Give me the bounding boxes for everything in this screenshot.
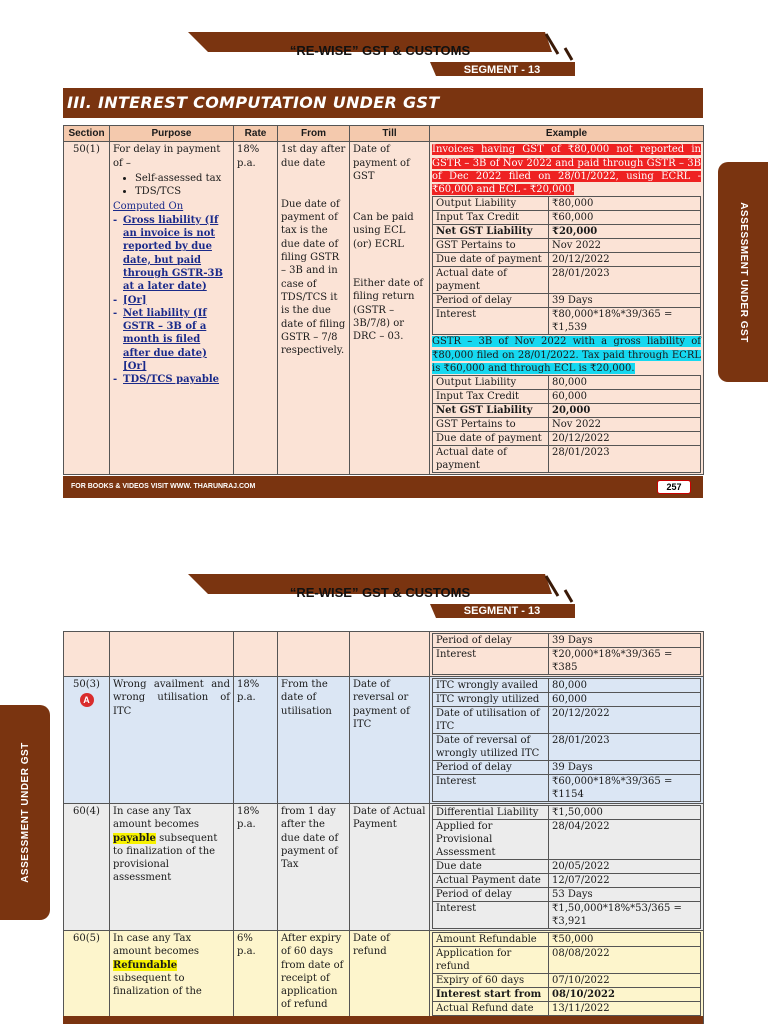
book-title: “RE-WISE” GST & CUSTOMS <box>289 43 471 58</box>
example-label: Actual Refund date <box>433 1002 549 1016</box>
example-label: Interest <box>433 902 549 929</box>
col-example: Example <box>430 126 704 142</box>
example-label: Actual date of payment <box>433 446 549 473</box>
example-row <box>433 988 701 1002</box>
till-text-1: Date of payment of GST <box>353 144 410 182</box>
example-label: Due date of payment <box>433 432 549 446</box>
example-label: Net GST Liability <box>433 225 549 239</box>
example-value: 12/07/2022 <box>549 874 701 888</box>
example-label: Amount Refundable <box>433 933 549 947</box>
example-label: Output Liability <box>433 376 549 390</box>
till-cell: Date of reversal or payment of ITC <box>350 677 430 804</box>
till-cell: Date of refund <box>350 931 430 1024</box>
example-value: 60,000 <box>549 693 701 707</box>
section-cell: 60(4) <box>64 804 110 931</box>
example-value: ₹60,000*18%*39/365 = ₹1154 <box>549 775 701 802</box>
example-label: Due date of payment <box>433 253 549 267</box>
example-label: Period of delay <box>433 294 549 308</box>
example-label: Interest <box>433 648 549 675</box>
example-row <box>433 860 701 874</box>
or-label: [Or] <box>123 361 147 373</box>
example-row <box>433 404 701 418</box>
example-value: 20,000 <box>549 404 701 418</box>
table-header-row <box>64 126 704 142</box>
section-cell: 60(5) <box>64 931 110 1024</box>
example-value: ₹80,000*18%*39/365 = ₹1,539 <box>549 308 701 335</box>
example-label: Due date <box>433 860 549 874</box>
example-continued-table <box>432 633 701 675</box>
section-cell <box>64 632 110 677</box>
computed-on-label: Computed On <box>113 201 184 213</box>
example-row <box>433 933 701 947</box>
example-1-table <box>432 196 701 335</box>
section-cell <box>64 677 110 804</box>
rate-cell: 18% p.a. <box>234 142 278 475</box>
purpose-cell: Wrong availment and wrong utilisation of ITC <box>110 677 234 804</box>
example-label: Actual date of payment <box>433 267 549 294</box>
example-label: Applied for Provisional Assessment <box>433 820 549 860</box>
example-value: 39 Days <box>549 761 701 775</box>
side-tab-left <box>0 705 50 920</box>
example-row <box>433 211 701 225</box>
example-label: Period of delay <box>433 761 549 775</box>
example-row <box>433 679 701 693</box>
example-table <box>432 678 701 802</box>
side-tab-label: ASSESSMENT UNDER GST <box>19 742 31 883</box>
example-label: Differential Liability <box>433 806 549 820</box>
side-tab-label: ASSESSMENT UNDER GST <box>737 201 749 343</box>
example-value: 80,000 <box>549 679 701 693</box>
col-till: Till <box>350 126 430 142</box>
example-row <box>433 267 701 294</box>
rate-cell: 6% p.a. <box>234 931 278 1024</box>
example-value: 39 Days <box>549 294 701 308</box>
example-row <box>433 225 701 239</box>
from-cell <box>278 142 350 475</box>
table-row-50-1 <box>64 142 704 475</box>
example-label: ITC wrongly availed <box>433 679 549 693</box>
example-label: Application for refund <box>433 947 549 974</box>
example-row <box>433 239 701 253</box>
example-value: Nov 2022 <box>549 418 701 432</box>
example-label: Date of reversal of wrongly utilized ITC <box>433 734 549 761</box>
page-footer <box>63 476 703 498</box>
example-label: Period of delay <box>433 634 549 648</box>
example-1-intro <box>432 143 701 196</box>
example-row <box>433 806 701 820</box>
example-row <box>433 253 701 267</box>
example-value: 08/10/2022 <box>549 988 701 1002</box>
purpose-highlight: Refundable <box>113 959 178 971</box>
example-label: Input Tax Credit <box>433 211 549 225</box>
example-label: Period of delay <box>433 888 549 902</box>
example-value: 13/11/2022 <box>549 1002 701 1016</box>
example-table <box>432 932 701 1024</box>
example-row <box>433 197 701 211</box>
example-value: ₹20,000*18%*39/365 = ₹385 <box>549 648 701 675</box>
example-1-text: Invoices having GST of ₹80,000 not reported in GSTR – 3B of Nov 2022 and paid through GSTR – 3B of Dec 2022 filed on 28/01/2022, using ECRL - ₹60,000 and ECL - ₹20,000. <box>432 144 701 196</box>
table-row-60-5 <box>64 931 704 1024</box>
example-cell <box>430 804 704 931</box>
example-label: GST Pertains to <box>433 418 549 432</box>
purpose-text-a: In case any Tax amount becomes <box>113 806 200 831</box>
side-tab-right <box>718 162 768 382</box>
section-number: 50(3) <box>73 679 100 690</box>
example-row <box>433 707 701 734</box>
from-text-2: Due date of payment of tax is the due date of filing GSTR – 3B and in case of TDS/TCS it is the due date of filing GSTR – 7/8 respectively. <box>281 198 346 357</box>
example-value: ₹80,000 <box>549 197 701 211</box>
purpose-text-b: subsequent to finalization of the provisional assessment <box>113 832 218 884</box>
example-row <box>433 634 701 648</box>
example-row <box>433 761 701 775</box>
purpose-intro: For delay in payment of – <box>113 144 221 169</box>
section-cell: 50(1) <box>64 142 110 475</box>
book-title: “RE-WISE” GST & CUSTOMS <box>289 585 471 600</box>
purpose-cell <box>110 804 234 931</box>
purpose-list <box>113 172 230 199</box>
till-text-3: Either date of filing return (GSTR – 3B/7/8) or DRC – 03. <box>353 278 424 343</box>
example-value: 39 Days <box>549 634 701 648</box>
example-2-intro <box>432 335 701 375</box>
col-from: From <box>278 126 350 142</box>
example-cell <box>430 677 704 804</box>
example-value: 07/10/2022 <box>549 974 701 988</box>
col-rate: Rate <box>234 126 278 142</box>
example-row <box>433 418 701 432</box>
example-value: ₹1,50,000 <box>549 806 701 820</box>
list-item: • Self-assessed tax <box>135 172 230 185</box>
from-cell: From the date of utilisation <box>278 677 350 804</box>
example-value: 53 Days <box>549 888 701 902</box>
segment-label: SEGMENT - 13 <box>463 605 541 617</box>
example-cell <box>430 142 704 475</box>
or-label <box>113 294 230 307</box>
example-value: 20/12/2022 <box>549 432 701 446</box>
page-number: 257 <box>657 480 691 494</box>
example-row <box>433 820 701 860</box>
purpose-cell <box>110 632 234 677</box>
example-value: 28/01/2023 <box>549 446 701 473</box>
till-cell <box>350 142 430 475</box>
from-cell: from 1 day after the due date of payment of Tax <box>278 804 350 931</box>
footer-link-text[interactable]: FOR BOOKS & VIDEOS VISIT WWW. THARUNRAJ.COM <box>71 483 256 490</box>
section-title: III. INTEREST COMPUTATION UNDER GST <box>63 88 703 118</box>
example-value: 28/01/2023 <box>549 267 701 294</box>
badge-icon: A <box>80 693 94 707</box>
table-row-continued <box>64 632 704 677</box>
col-purpose: Purpose <box>110 126 234 142</box>
example-row <box>433 390 701 404</box>
gross-liability: - Gross liability (If an invoice is not reported by due date, but paid through GSTR-3B at a later date) <box>113 214 230 294</box>
example-label: Actual Payment date <box>433 874 549 888</box>
from-cell: After expiry of 60 days from date of receipt of application of refund <box>278 931 350 1024</box>
example-row <box>433 446 701 473</box>
from-text-1: 1st day after due date <box>281 144 346 169</box>
example-value: 60,000 <box>549 390 701 404</box>
example-value: 08/08/2022 <box>549 947 701 974</box>
example-value: 20/12/2022 <box>549 253 701 267</box>
interest-table-page1 <box>63 125 704 475</box>
net-liability: - Net liability (If GSTR – 3B of a month is filed after due date) <box>113 307 230 360</box>
example-value: ₹1,50,000*18%*53/365 = ₹3,921 <box>549 902 701 929</box>
example-label: GST Pertains to <box>433 239 549 253</box>
example-label: Interest <box>433 775 549 802</box>
purpose-text-a: In case any Tax amount becomes <box>113 933 200 958</box>
example-label: Expiry of 60 days <box>433 974 549 988</box>
tds-tcs-payable: - TDS/TCS payable <box>113 373 230 386</box>
example-row <box>433 376 701 390</box>
example-row <box>433 693 701 707</box>
col-section: Section <box>64 126 110 142</box>
till-cell: Date of Actual Payment <box>350 804 430 931</box>
example-value: ₹60,000 <box>549 211 701 225</box>
from-cell <box>278 632 350 677</box>
example-row <box>433 775 701 802</box>
example-2-text: GSTR – 3B of Nov 2022 with a gross liability of ₹80,000 filed on 28/01/2022. Tax paid through ECRL is ₹60,000 and through ECL is ₹20,000. <box>432 336 701 375</box>
example-label: Net GST Liability <box>433 404 549 418</box>
example-cell <box>430 931 704 1024</box>
purpose-cell <box>110 142 234 475</box>
example-value: Nov 2022 <box>549 239 701 253</box>
example-row <box>433 1002 701 1016</box>
example-2-table <box>432 375 701 473</box>
rate-cell: 18% p.a. <box>234 804 278 931</box>
example-row <box>433 974 701 988</box>
example-label: ITC wrongly utilized <box>433 693 549 707</box>
example-label: Output Liability <box>433 197 549 211</box>
purpose-cell <box>110 931 234 1024</box>
example-label: Input Tax Credit <box>433 390 549 404</box>
example-value: 20/05/2022 <box>549 860 701 874</box>
example-label: Interest <box>433 308 549 335</box>
example-row <box>433 874 701 888</box>
table-row-50-3 <box>64 677 704 804</box>
page-footer-strip <box>63 1016 703 1024</box>
example-row <box>433 308 701 335</box>
example-row <box>433 888 701 902</box>
rate-cell: 18% p.a. <box>234 677 278 804</box>
or-text: [Or] <box>123 294 147 306</box>
list-item: • TDS/TCS <box>135 185 230 198</box>
purpose-text-b: subsequent to finalization of the <box>113 972 202 998</box>
till-cell <box>350 632 430 677</box>
example-value: 28/01/2023 <box>549 734 701 761</box>
example-row <box>433 734 701 761</box>
example-table <box>432 805 701 929</box>
example-label: Date of utilisation of ITC <box>433 707 549 734</box>
example-row <box>433 648 701 675</box>
example-value: 80,000 <box>549 376 701 390</box>
interest-table-page2 <box>63 631 704 1024</box>
example-cell <box>430 632 704 677</box>
example-label: Interest start from <box>433 988 549 1002</box>
till-text-2: Can be paid using ECL (or) ECRL <box>353 212 414 250</box>
table-row-60-4 <box>64 804 704 931</box>
example-row <box>433 432 701 446</box>
example-value: 20/12/2022 <box>549 707 701 734</box>
purpose-highlight: payable <box>113 832 156 844</box>
segment-label: SEGMENT - 13 <box>463 64 541 76</box>
example-value: ₹50,000 <box>549 933 701 947</box>
example-row <box>433 294 701 308</box>
example-value: ₹20,000 <box>549 225 701 239</box>
example-row <box>433 947 701 974</box>
rate-cell <box>234 632 278 677</box>
example-value: 28/04/2022 <box>549 820 701 860</box>
example-row <box>433 902 701 929</box>
